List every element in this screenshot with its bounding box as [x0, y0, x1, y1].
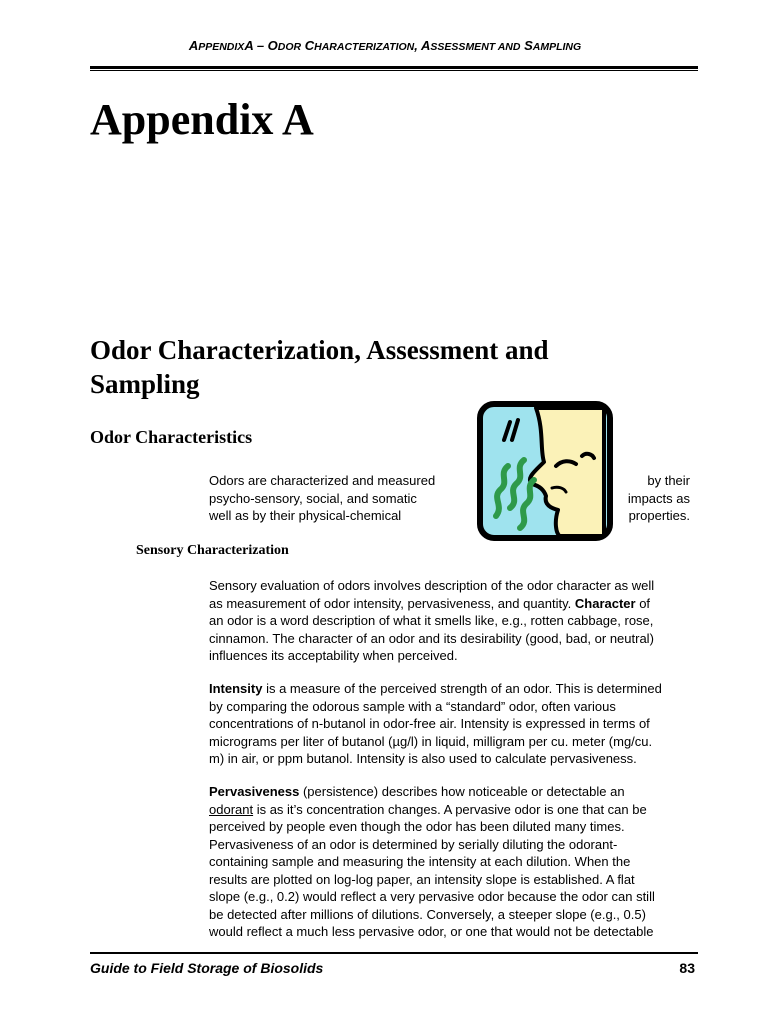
header-text: SSESSMENT AND — [430, 41, 521, 53]
intro-line: properties. — [628, 508, 690, 523]
header-text: C — [301, 38, 315, 53]
intro-line: Odors are characterized and measured — [209, 473, 436, 488]
header-rule — [90, 66, 698, 71]
footer-document-title: Guide to Field Storage of Biosolids — [90, 960, 324, 976]
intro-line: well as by their physical-chemical — [209, 508, 402, 523]
text-line — [209, 783, 701, 801]
header-text: PPENDIX — [198, 41, 245, 53]
subsection-title: Odor Characteristics — [90, 427, 253, 447]
text-span: (persistence) describes how noticeable or detectable an — [299, 784, 625, 799]
term-odorant: odorant — [209, 801, 254, 817]
text-line: m) in air, or ppm butanol. Intensity is also used to calculate pervasiveness. — [209, 751, 637, 766]
intro-text-left — [209, 472, 469, 525]
header-text: AMPLING — [532, 41, 582, 53]
intro-text-right — [620, 472, 690, 525]
text-line: would reflect a much less pervasive odor, or one that would not be detectable — [209, 924, 654, 939]
face-smelling-odor-icon — [474, 400, 616, 542]
paragraph-intensity — [209, 680, 701, 768]
text-line: results are plotted on log-log paper, an intensity slope is established. A flat — [209, 871, 635, 887]
text-line — [209, 680, 701, 698]
header-text: , A — [414, 38, 431, 53]
header-text: A — [188, 38, 199, 53]
text-span: as measurement of odor intensity, pervasiveness, and quantity. — [209, 595, 575, 611]
term-character: Character — [574, 595, 636, 611]
text-line: by comparing the odorous sample with a “standard” odor, often various — [209, 698, 616, 714]
text-line: Sensory evaluation of odors involves description of the odor character as well — [209, 578, 655, 593]
section-title: Odor Characterization, Assessment and Sampling — [90, 335, 549, 399]
text-line — [209, 595, 701, 613]
text-line: concentrations of n-butanol in odor-free air. Intensity is expressed in terms of — [209, 716, 650, 731]
text-line: an odor is a word description of what it smells like, e.g., rotten cabbage, rose, — [209, 613, 654, 628]
running-header — [0, 38, 770, 53]
term-pervasiveness: Pervasiveness — [209, 784, 300, 799]
footer-rule — [90, 952, 698, 954]
text-line: micrograms per liter of butanol (µg/l) in liquid, milligram per cu. meter (mg/cu. — [209, 733, 653, 749]
header-text: DOR — [277, 41, 302, 53]
paragraph-sensory-evaluation — [209, 577, 701, 665]
text-line: perceived by people even though the odor has been diluted many times. — [209, 819, 625, 834]
text-line: be detected after millions of dilutions. Conversely, a steeper slope (e.g., 0.5) — [209, 906, 646, 922]
intro-line: psycho-sensory, social, and somatic — [209, 490, 417, 506]
intro-line: impacts as — [627, 490, 690, 506]
header-text: S — [520, 38, 533, 53]
paragraph-pervasiveness — [209, 783, 701, 941]
text-line: cinnamon. The character of an odor and its desirability (good, bad, or neutral) — [209, 630, 654, 646]
header-text: A – O — [244, 38, 278, 53]
intro-line: by their — [647, 473, 690, 488]
text-line: containing sample and measuring the intensity at each dilution. When the — [209, 854, 631, 869]
sensory-characterization-heading: Sensory Characterization — [136, 543, 289, 558]
text-span: is a measure of the perceived strength of an odor. This is determined — [262, 681, 662, 696]
text-line — [209, 801, 701, 819]
header-text: HARACTERIZATION — [314, 41, 415, 53]
page-number: 83 — [679, 960, 695, 976]
term-intensity: Intensity — [209, 681, 263, 696]
text-span: is as it’s concentration changes. A pervasive odor is one that can be — [253, 801, 647, 817]
appendix-title: Appendix A — [90, 95, 314, 144]
text-span: of — [635, 595, 651, 611]
text-line: Pervasiveness of an odor is determined by serially diluting the odorant- — [209, 836, 618, 852]
text-line: slope (e.g., 0.2) would reflect a very pervasive odor because the odor can still — [209, 889, 655, 904]
text-line: influences its acceptability when perceived. — [209, 648, 458, 663]
